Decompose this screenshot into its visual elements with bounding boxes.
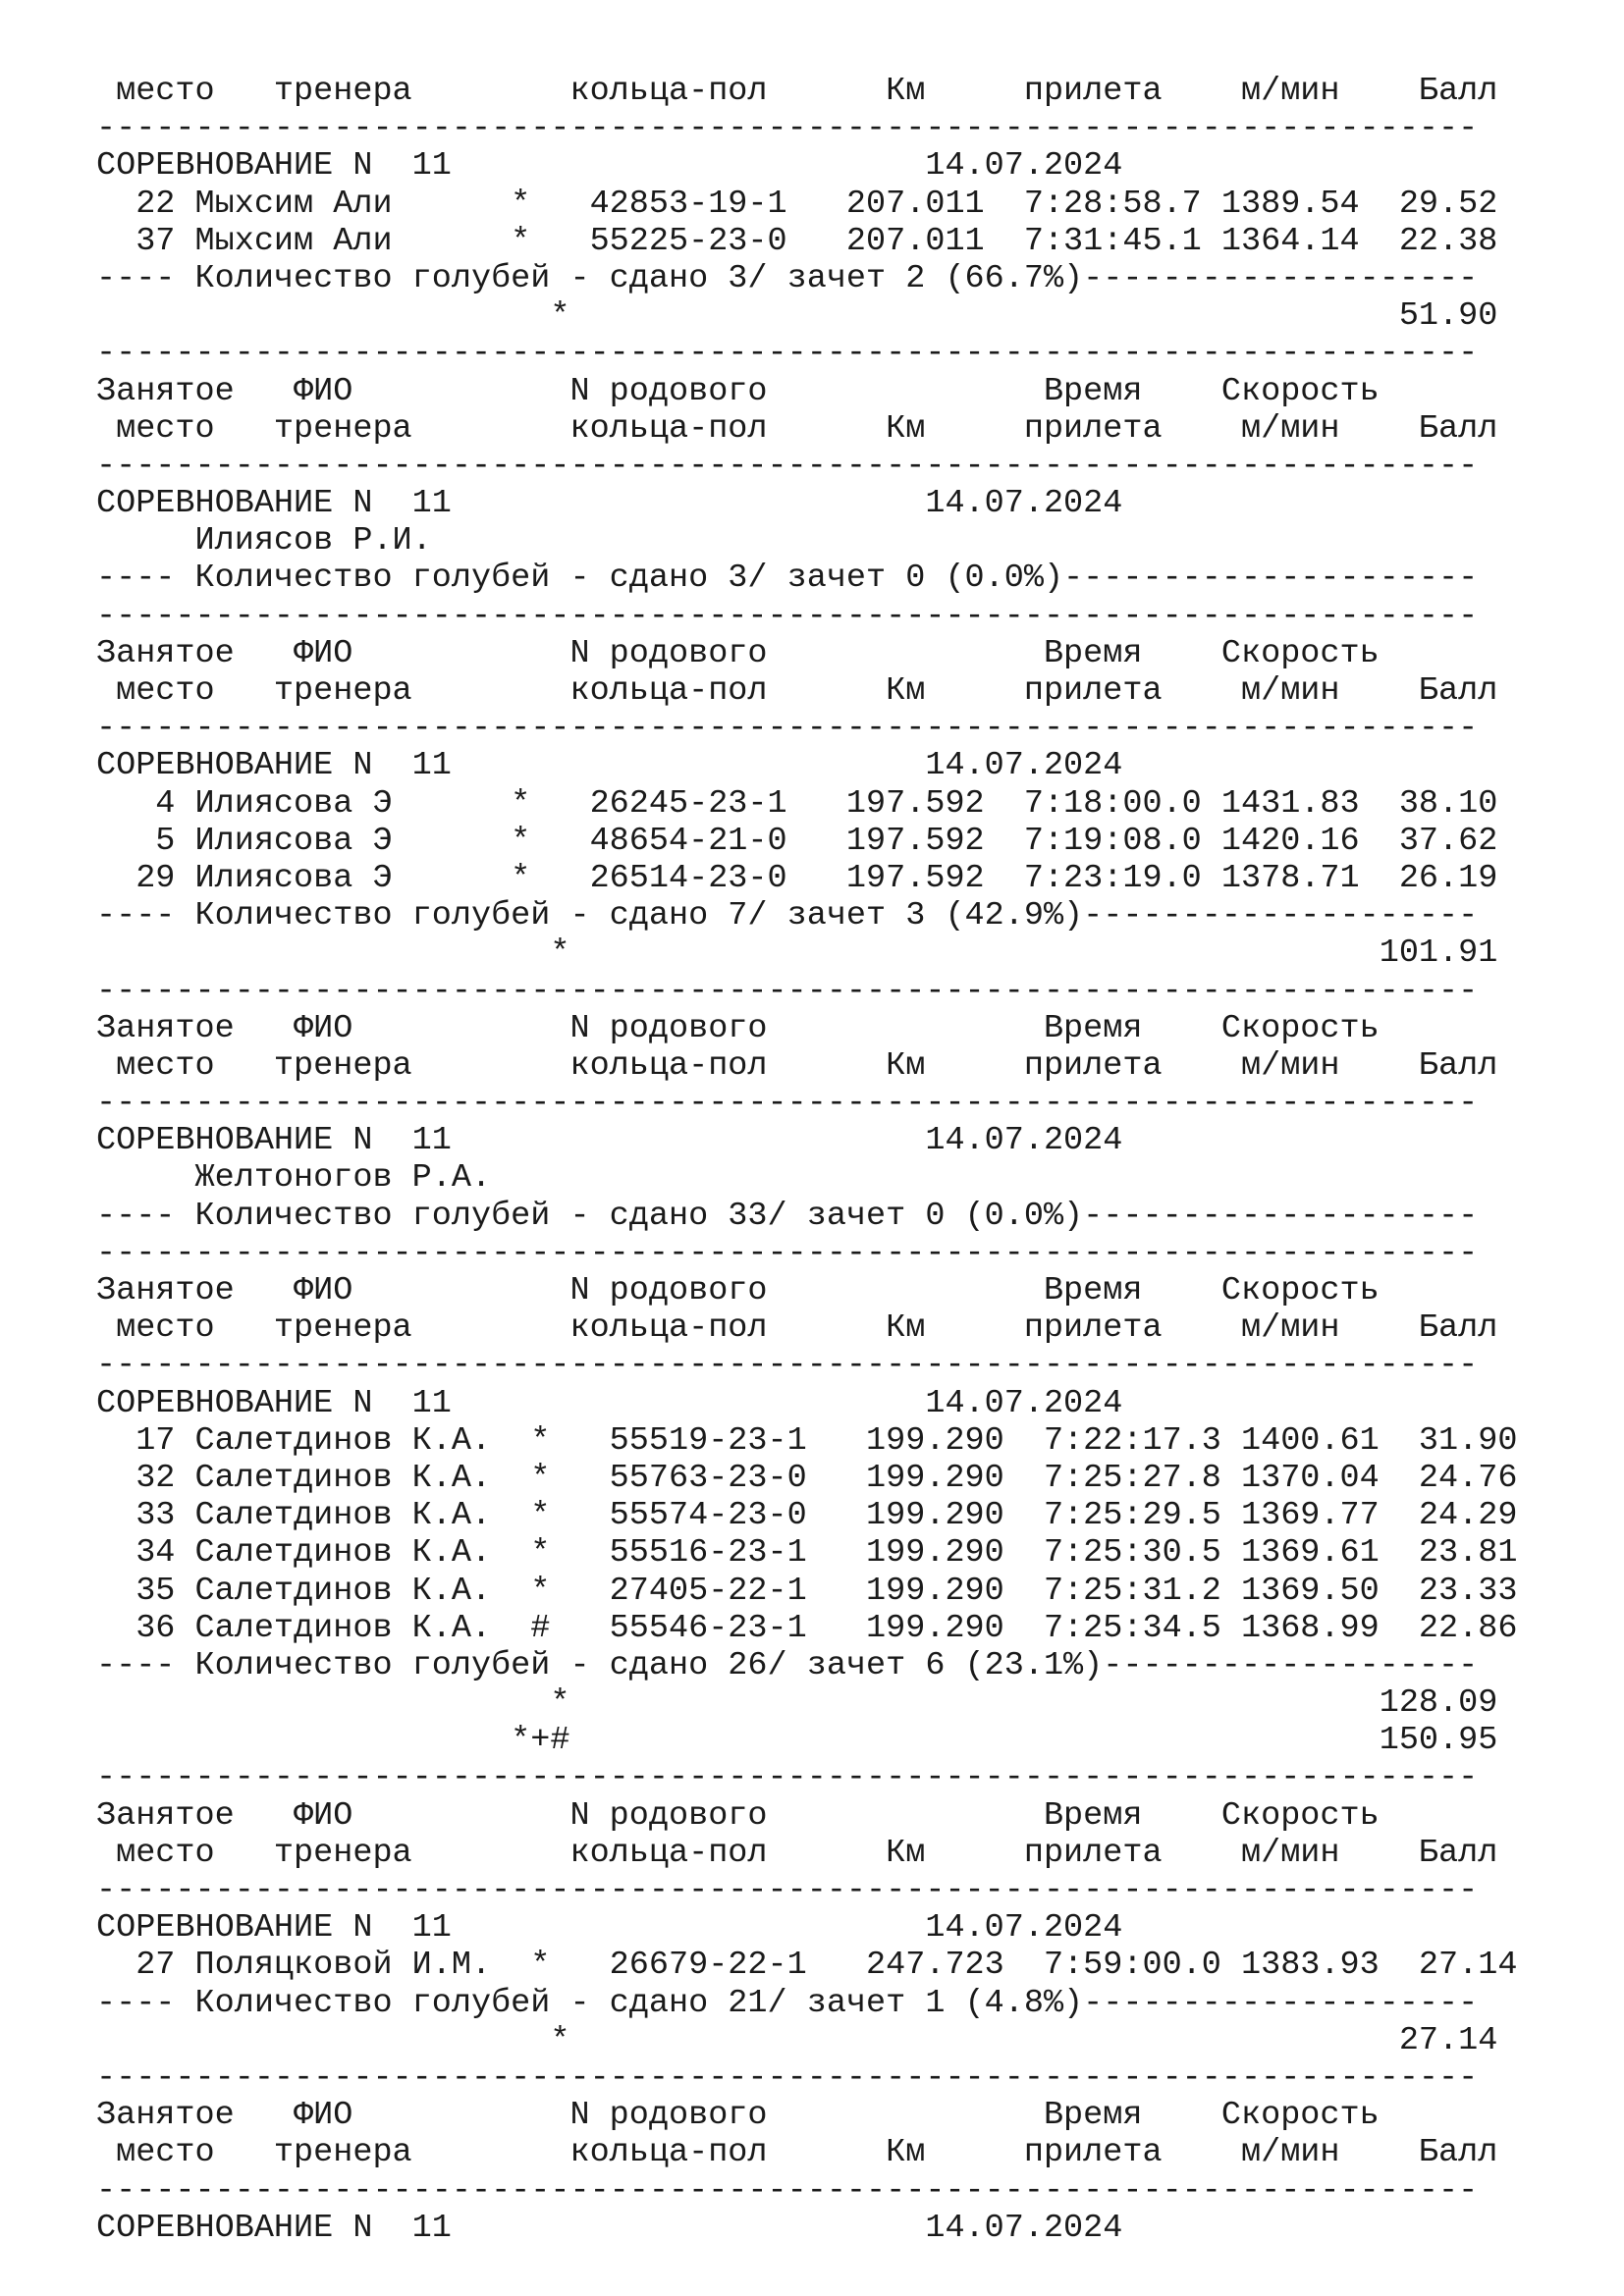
report-line: место тренера кольца-пол Км прилета м/мин Балл (96, 672, 1498, 710)
report-line: СОРЕВНОВАНИЕ N 11 14.07.2024 (96, 485, 1123, 523)
report-line: СОРЕВНОВАНИЕ N 11 14.07.2024 (96, 2209, 1123, 2247)
report-line: СОРЕВНОВАНИЕ N 11 14.07.2024 (96, 747, 1123, 785)
report-line: ---------------------------------------------------------------------- (96, 597, 1479, 635)
report-line: СОРЕВНОВАНИЕ N 11 14.07.2024 (96, 147, 1123, 186)
report-line: ---- Количество голубей - сдано 3/ зачет 2 (66.7%)-------------------- (96, 259, 1479, 297)
report-line: Илиясов Р.И. (96, 522, 432, 561)
report-line: ---- Количество голубей - сдано 33/ зачет 0 (0.0%)-------------------- (96, 1197, 1479, 1235)
report-line: место тренера кольца-пол Км прилета м/мин Балл (96, 1309, 1498, 1348)
report-line: 35 Салетдинов К.А. * 27405-22-1 199.290 7:25:31.2 1369.50 23.33 (96, 1572, 1518, 1610)
report-line: 32 Салетдинов К.А. * 55763-23-0 199.290 7:25:27.8 1370.04 24.76 (96, 1459, 1518, 1497)
report-line: ---------------------------------------------------------------------- (96, 447, 1479, 485)
report-line: ---- Количество голубей - сдано 7/ зачет 3 (42.9%)-------------------- (96, 897, 1479, 935)
report-line: место тренера кольца-пол Км прилета м/мин Балл (96, 1046, 1498, 1085)
report-line: ---------------------------------------------------------------------- (96, 2171, 1479, 2210)
report-line: ---------------------------------------------------------------------- (96, 110, 1479, 148)
report-line: * 101.91 (96, 934, 1498, 973)
report-line: ---------------------------------------------------------------------- (96, 1347, 1479, 1385)
report-line: ---- Количество голубей - сдано 21/ зачет 1 (4.8%)-------------------- (96, 1984, 1479, 2022)
report-line: ---------------------------------------------------------------------- (96, 1872, 1479, 1909)
report-line: Занятое ФИО N родового Время Скорость (96, 1272, 1380, 1309)
report-line: СОРЕВНОВАНИЕ N 11 14.07.2024 (96, 1909, 1123, 1948)
report-line: 27 Поляцковой И.М. * 26679-22-1 247.723 7:59:00.0 1383.93 27.14 (96, 1947, 1518, 1985)
report-line: Занятое ФИО N родового Время Скорость (96, 1009, 1380, 1047)
report-line: ---------------------------------------------------------------------- (96, 1085, 1479, 1123)
report-line: ---- Количество голубей - сдано 3/ зачет 0 (0.0%)--------------------- (96, 560, 1479, 598)
report-line: ---- Количество голубей - сдано 26/ зачет 6 (23.1%)------------------- (96, 1646, 1479, 1684)
report-line: ---------------------------------------------------------------------- (96, 710, 1479, 748)
report-line: 36 Салетдинов К.А. # 55546-23-1 199.290 7:25:34.5 1368.99 22.86 (96, 1609, 1518, 1647)
report-line: 34 Салетдинов К.А. * 55516-23-1 199.290 7:25:30.5 1369.61 23.81 (96, 1534, 1518, 1573)
report-line: СОРЕВНОВАНИЕ N 11 14.07.2024 (96, 1384, 1123, 1422)
report-line: 29 Илиясова Э * 26514-23-0 197.592 7:23:19.0 1378.71 26.19 (96, 859, 1498, 897)
report-line: 5 Илиясова Э * 48654-21-0 197.592 7:19:08.0 1420.16 37.62 (96, 822, 1498, 860)
report-line: Занятое ФИО N родового Время Скорость (96, 2097, 1380, 2135)
report-line: ---------------------------------------------------------------------- (96, 2058, 1479, 2097)
report-line: * 128.09 (96, 1684, 1498, 1723)
report-line: место тренера кольца-пол Км прилета м/мин Балл (96, 2134, 1498, 2172)
report-line: 22 Мыхсим Али * 42853-19-1 207.011 7:28:58.7 1389.54 29.52 (96, 185, 1498, 223)
report-line: 17 Салетдинов К.А. * 55519-23-1 199.290 7:22:17.3 1400.61 31.90 (96, 1421, 1518, 1460)
report-line: ---------------------------------------------------------------------- (96, 972, 1479, 1010)
report-line: *+# 150.95 (96, 1722, 1498, 1760)
report-line: * 51.90 (96, 297, 1498, 336)
report-line: место тренера кольца-пол Км прилета м/мин Балл (96, 409, 1498, 448)
report-line: 33 Салетдинов К.А. * 55574-23-0 199.290 7:25:29.5 1369.77 24.29 (96, 1497, 1518, 1535)
report-line: СОРЕВНОВАНИЕ N 11 14.07.2024 (96, 1122, 1123, 1160)
report-line: место тренера кольца-пол Км прилета м/мин Балл (96, 1834, 1498, 1872)
race-results-report (96, 73, 1517, 2247)
report-line: ---------------------------------------------------------------------- (96, 1234, 1479, 1272)
report-line: 37 Мыхсим Али * 55225-23-0 207.011 7:31:45.1 1364.14 22.38 (96, 222, 1498, 260)
report-line: Занятое ФИО N родового Время Скорость (96, 372, 1380, 410)
report-line: Занятое ФИО N родового Время Скорость (96, 1796, 1380, 1835)
report-line: место тренера кольца-пол Км прилета м/мин Балл (96, 73, 1498, 110)
report-line: Занятое ФИО N родового Время Скорость (96, 634, 1380, 672)
report-line: * 27.14 (96, 2021, 1498, 2059)
report-line: 4 Илиясова Э * 26245-23-1 197.592 7:18:00.0 1431.83 38.10 (96, 784, 1498, 823)
report-line: ---------------------------------------------------------------------- (96, 335, 1479, 373)
report-line: Желтоногов Р.А. (96, 1159, 492, 1198)
report-line: ---------------------------------------------------------------------- (96, 1759, 1479, 1797)
